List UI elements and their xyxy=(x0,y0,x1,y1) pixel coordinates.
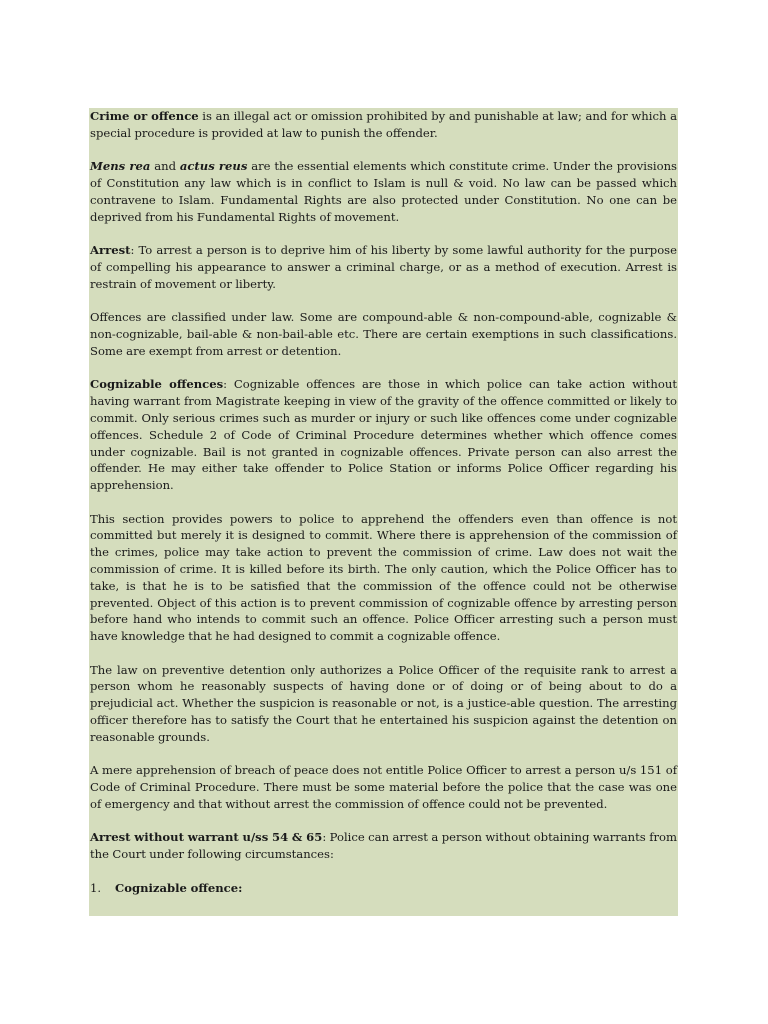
list-item-label: Cognizable offence: xyxy=(115,880,243,895)
paragraph-text: : Cognizable offences are those in which police can take action without having warrant from Magistrate keeping in view of the gravity of the offence committed or likely to commit. Only serious crimes such as murder or injury or such like offences come under cognizable offences. Schedule 2 of Code of Criminal Procedure determines whether which offence comes under cognizable. Bail is not granted in cognizable offences. Private person can also arrest the offender. He may either take offender to Police Station or informs Police Officer regarding his apprehension. xyxy=(90,377,677,493)
connector-text: and xyxy=(150,159,180,174)
list-item-cognizable-offence xyxy=(90,880,677,897)
paragraph-mens-rea xyxy=(90,158,677,225)
term-arrest-without-warrant: Arrest without warrant u/ss 54 & 65 xyxy=(90,830,323,845)
paragraph-police-powers: This section provides powers to police to apprehend the offenders even than offence is not committed but merely it is designed to commit. Where there is apprehension of the commission of the crimes, police may take action to prevent the commission of crime. Law does not wait the commission of crime. It is killed before its birth. The only caution, which the Police Officer has to take, is that he is to be satisfied that the commission of the offence could not be otherwise prevented. Object of this action is to prevent commission of cognizable offence by arresting person before hand who intends to commit such an offence. Police Officer arresting such a person must have knowledge that he had designed to commit a cognizable offence. xyxy=(90,511,677,644)
paragraph-preventive-detention: The law on preventive detention only authorizes a Police Officer of the requisite rank to arrest a person whom he reasonably suspects of having done or of doing or of being about to do a prejudicial act. Whether the suspicion is reasonable or not, is a justice-able question. The arresting officer therefore has to satisfy the Court that he entertained his suspicion against the detention on reasonable grounds. xyxy=(90,662,677,744)
paragraph-text: are the essential elements which constitute crime. Under the provisions of Constitution any law which is in conflict to Islam is null & void. No law can be passed which contravene to Islam. Fundamental Rights are also protected under Constitution. No one can be deprived from his Fundamental Rights of movement. xyxy=(90,159,677,224)
paragraph-text: : To arrest a person is to deprive him of his liberty by some lawful authority for the purpose of compelling his appearance to answer a criminal charge, or as a method of execution. Arrest is restrain of movement or liberty. xyxy=(90,243,677,291)
paragraph-offence-classification: Offences are classified under law. Some are compound-able & non-compound-able, cognizable & non-cognizable, bail-able & non-bail-able etc. There are certain exemptions in such classifications. Some are exempt from arrest or detention. xyxy=(90,310,677,358)
paragraph-text: is an illegal act or omission prohibited by and punishable at law; and for which a special procedure is provided at law to punish the offender. xyxy=(90,109,677,140)
paragraph-crime-definition xyxy=(90,108,677,142)
paragraph-breach-of-peace: A mere apprehension of breach of peace does not entitle Police Officer to arrest a person u/s 151 of Code of Criminal Procedure. There must be some material before the police that the case was one of emergency and that without arrest the commission of offence could not be prevented. xyxy=(90,763,677,811)
paragraph-text: : Police can arrest a person without obtaining warrants from the Court under following circumstances: xyxy=(90,830,677,862)
paragraph-cognizable-offences xyxy=(90,376,677,494)
paragraph-arrest-definition xyxy=(90,242,677,292)
paragraph-arrest-without-warrant xyxy=(90,829,677,863)
document-content-area xyxy=(89,108,678,916)
list-item-number: 1. xyxy=(90,880,102,895)
term-crime-or-offence: Crime or offence xyxy=(90,109,199,123)
term-cognizable-offences: Cognizable offences xyxy=(90,377,224,392)
term-mens-rea: Mens rea xyxy=(90,159,151,174)
term-actus-reus: actus reus xyxy=(179,159,248,174)
term-arrest: Arrest xyxy=(90,243,131,258)
